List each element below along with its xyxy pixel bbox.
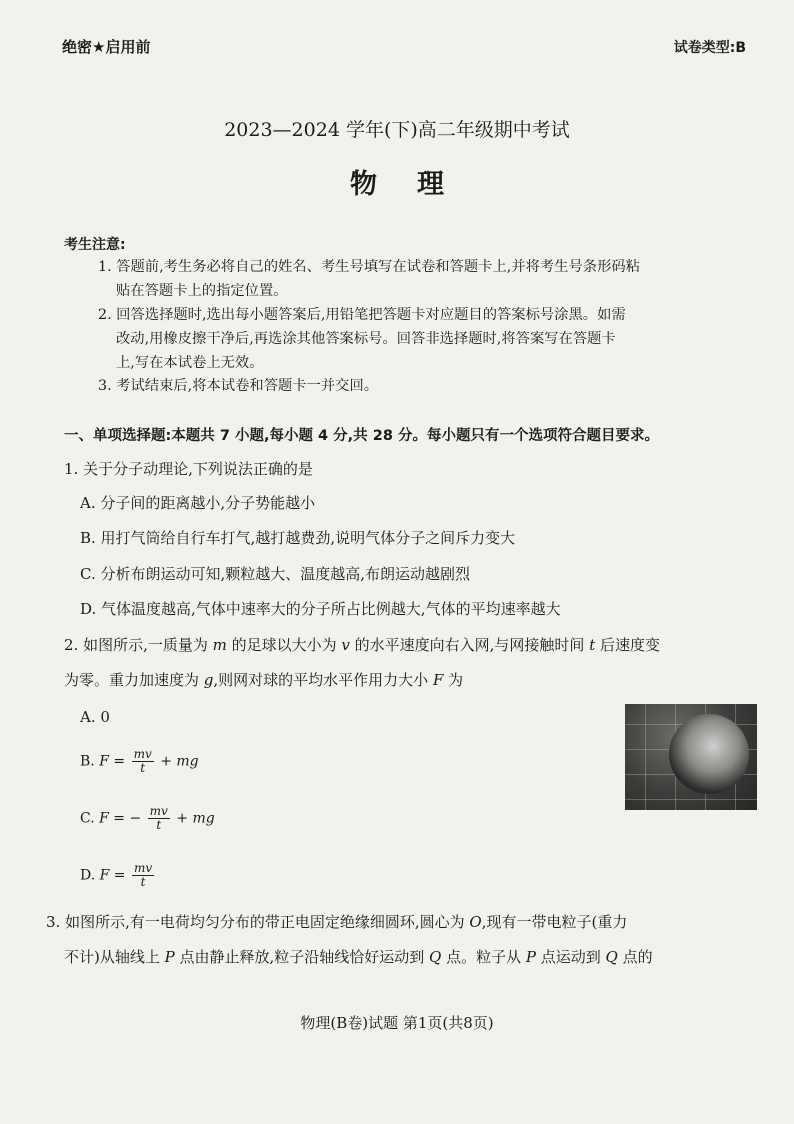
q2-option-a: A. 0	[80, 708, 110, 726]
q1-option-b: B. 用打气筒给自行车打气,越打越费劲,说明气体分子之间斥力变大	[80, 529, 516, 547]
q2-option-c: C. F = − $\frac{mv}{t}$ + mg	[80, 804, 215, 832]
confidential-label: 绝密★启用前	[62, 38, 151, 56]
q3-stem-line1: 3. 如图所示,有一电荷均匀分布的带正电固定绝缘细圆环,圆心为 O,现有一带电粒子(重力	[46, 913, 628, 931]
q2-option-d: D. F = $\frac{mv}{t}$	[80, 861, 153, 889]
exam-title: 2023—2024 学年(下)高二年级期中考试	[224, 119, 570, 141]
section-heading: 一、单项选择题:本题共 7 小题,每小题 4 分,共 28 分。每小题只有一个选项符合题目要求。	[64, 428, 659, 444]
notice-line-2: 贴在答题卡上的指定位置。	[116, 283, 288, 299]
q2-stem-line2: 为零。重力加速度为 g,则网对球的平均水平作用力大小 F 为	[64, 671, 464, 689]
notice-line-4: 改动,用橡皮擦干净后,再选涂其他答案标号。回答非选择题时,将答案写在答题卡	[116, 331, 616, 347]
subject-title: 物理	[350, 169, 484, 200]
q2-stem-line1: 2. 如图所示,一质量为 m 的足球以大小为 v 的水平速度向右入网,与网接触时间 t 后速度变	[64, 636, 661, 654]
soccer-ball	[669, 714, 749, 794]
notice-line-5: 上,写在本试卷上无效。	[116, 355, 264, 371]
q1-option-c: C. 分析布朗运动可知,颗粒越大、温度越高,布朗运动越剧烈	[80, 565, 471, 583]
notice-line-6: 3. 考试结束后,将本试卷和答题卡一并交回。	[98, 378, 379, 394]
notice-line-3: 2. 回答选择题时,选出每小题答案后,用铅笔把答题卡对应题目的答案标号涂黑。如需	[98, 307, 626, 323]
paper-type-label: 试卷类型:B	[673, 40, 746, 56]
q1-option-a: A. 分子间的距离越小,分子势能越小	[80, 494, 316, 512]
q2-option-b: B. F = $\frac{mv}{t}$ + mg	[80, 747, 199, 775]
q1-stem: 1. 关于分子动理论,下列说法正确的是	[64, 460, 313, 478]
q1-option-d: D. 气体温度越高,气体中速率大的分子所占比例越大,气体的平均速率越大	[80, 600, 561, 618]
q3-stem-line2: 不计)从轴线上 P 点由静止释放,粒子沿轴线恰好运动到 Q 点。粒子从 P 点运动到 Q 点的	[64, 948, 653, 966]
soccer-ball-net-photo	[625, 704, 757, 810]
notice-line-1: 1. 答题前,考生务必将自己的姓名、考生号填写在试卷和答题卡上,并将考生号条形码粘	[98, 259, 640, 275]
notice-heading: 考生注意:	[64, 237, 126, 253]
page-footer: 物理(B卷)试题 第1页(共8页)	[300, 1014, 494, 1032]
